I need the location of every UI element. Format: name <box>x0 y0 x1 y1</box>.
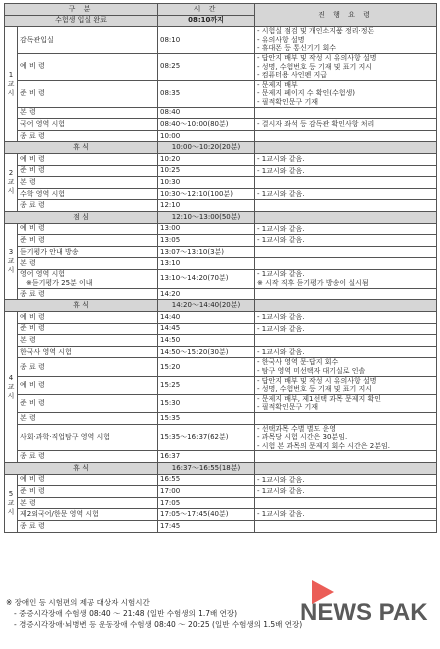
step-procedure <box>255 258 437 270</box>
procedure-note: - 성명, 수험번호 등 기재 및 표기 지시 <box>257 385 372 394</box>
schedule-row <box>5 165 437 177</box>
procedure-note: - 필적확인문구 기재 <box>257 403 319 412</box>
step-time: 17:45 <box>158 520 255 532</box>
schedule-row <box>5 335 437 347</box>
step-time: 14:20 <box>158 288 255 300</box>
procedure-note: - 1교시와 같음. <box>257 236 305 245</box>
step-name-text: 종 료 령 <box>20 289 45 298</box>
step-name-text: 준 비 령 <box>20 324 45 333</box>
procedure-note: - 시험 본 과목의 문제지 회수 시간은 2분임. <box>257 441 390 450</box>
footnote-item: - 중증시각장애 수험생 08:40 ～ 21:48 (일반 수험생의 1.7배 연장) <box>14 609 238 618</box>
step-name <box>18 394 158 412</box>
break-label: 휴 식 <box>5 463 158 475</box>
step-name-text: 예 비 령 <box>20 380 45 389</box>
break-row <box>5 300 437 312</box>
schedule-row <box>5 177 437 189</box>
schedule-row <box>5 200 437 212</box>
step-name-text: 예 비 령 <box>20 224 45 233</box>
step-name <box>18 413 158 425</box>
procedure-note: - 과목당 시험 시간은 30분임. <box>257 433 348 442</box>
step-name <box>18 323 158 335</box>
step-procedure <box>255 413 437 425</box>
schedule-row <box>5 53 437 80</box>
schedule-row <box>5 323 437 335</box>
step-procedure <box>255 130 437 142</box>
step-name-text: 한국사 영역 시험 <box>20 347 72 356</box>
step-name <box>18 486 158 498</box>
step-procedure <box>255 497 437 509</box>
step-time: 17:00 <box>158 486 255 498</box>
break-notes <box>255 211 437 223</box>
schedule-row <box>5 107 437 119</box>
procedure-note: - 탐구 영역 미선택자 대기실로 인솔 <box>257 367 366 376</box>
step-time: 10:00 <box>158 130 255 142</box>
procedure-note: - 1교시와 같음. <box>257 270 305 279</box>
step-time: 12:10 <box>158 200 255 212</box>
step-name <box>18 107 158 119</box>
step-time: 13:00 <box>158 223 255 235</box>
step-time: 08:40 <box>158 107 255 119</box>
step-name-text: 준 비 령 <box>20 89 45 98</box>
procedure-note: - 1교시와 같음. <box>257 475 305 484</box>
step-name <box>18 424 158 451</box>
step-name-text: 본 령 <box>20 259 36 268</box>
step-name-text: 준 비 령 <box>20 486 45 495</box>
step-name-text: 본 령 <box>20 413 36 422</box>
step-time: 08:10 <box>158 27 255 54</box>
step-time: 13:10 <box>158 258 255 270</box>
schedule-row <box>5 424 437 451</box>
step-name <box>18 509 158 521</box>
step-name <box>18 346 158 358</box>
step-name-text: 준 비 령 <box>20 398 45 407</box>
step-name <box>18 474 158 486</box>
step-name <box>18 165 158 177</box>
schedule-row <box>5 246 437 258</box>
step-procedure <box>255 335 437 347</box>
procedure-note: - 시험실 점검 및 개인소지품 정리·정돈 <box>257 27 375 36</box>
step-name <box>18 27 158 54</box>
schedule-row <box>5 269 437 288</box>
step-time: 16:55 <box>158 474 255 486</box>
schedule-row <box>5 130 437 142</box>
schedule-row <box>5 27 437 54</box>
step-procedure <box>255 165 437 177</box>
step-name-text: 준 비 령 <box>20 235 45 244</box>
schedule-row <box>5 474 437 486</box>
schedule-row <box>5 376 437 394</box>
step-time: 14:40 <box>158 312 255 324</box>
schedule-row <box>5 413 437 425</box>
step-name <box>18 235 158 247</box>
footnote-title: ※ 장애인 등 시험편의 제공 대상자 시험시간 <box>6 598 150 607</box>
schedule-row <box>5 288 437 300</box>
step-procedure <box>255 223 437 235</box>
step-time: 10:30 <box>158 177 255 189</box>
procedure-note: - 1교시와 같음. <box>257 189 305 198</box>
step-procedure <box>255 107 437 119</box>
step-procedure <box>255 27 437 54</box>
step-name <box>18 53 158 80</box>
step-time: 13:10～14:20(70분) <box>158 269 255 288</box>
step-time: 14:45 <box>158 323 255 335</box>
step-procedure <box>255 246 437 258</box>
step-time: 13:07～13:10(3분) <box>158 246 255 258</box>
period-label: 4 교 시 <box>5 312 18 463</box>
break-time: 10:00～10:20(20분) <box>158 142 255 154</box>
step-name <box>18 223 158 235</box>
procedure-note: - 1교시와 같음. <box>257 154 305 163</box>
break-time: 12:10～13:00(50분) <box>158 211 255 223</box>
break-row <box>5 211 437 223</box>
step-name-text: 영어 영역 시험 <box>20 269 66 278</box>
procedure-note: - 1교시와 같음. <box>257 347 305 356</box>
break-row <box>5 142 437 154</box>
step-procedure <box>255 424 437 451</box>
break-notes <box>255 300 437 312</box>
step-procedure <box>255 153 437 165</box>
schedule-row <box>5 358 437 376</box>
step-procedure <box>255 177 437 189</box>
schedule-row <box>5 520 437 532</box>
step-time: 15:25 <box>158 376 255 394</box>
step-name <box>18 269 158 288</box>
step-name-text: 예 비 령 <box>20 475 45 484</box>
step-time: 13:05 <box>158 235 255 247</box>
step-time: 15:35 <box>158 413 255 425</box>
schedule-row <box>5 119 437 131</box>
entry-time: 08:10까지 <box>158 15 255 27</box>
step-time: 14:50～15:20(30분) <box>158 346 255 358</box>
step-time: 14:50 <box>158 335 255 347</box>
procedure-note: - 한국사 영역 문·답지 회수 <box>257 358 339 367</box>
step-name-text: 본 령 <box>20 498 36 507</box>
step-name <box>18 312 158 324</box>
step-name-text: 종 료 령 <box>20 201 45 210</box>
break-time: 16:37～16:55(18분) <box>158 463 255 475</box>
schedule-row <box>5 312 437 324</box>
break-notes <box>255 463 437 475</box>
break-label: 점 심 <box>5 211 158 223</box>
footnote-item: - 경증시각장애·뇌병변 등 운동장애 수험생 08:40 ～ 20:25 (일반 수험생의 1.5배 연장) <box>14 620 303 629</box>
period-label: 5 교 시 <box>5 474 18 532</box>
step-procedure <box>255 188 437 200</box>
schedule-row <box>5 153 437 165</box>
step-name <box>18 80 158 107</box>
schedule-row <box>5 188 437 200</box>
step-procedure <box>255 312 437 324</box>
step-procedure <box>255 119 437 131</box>
procedure-note: ※ 시작 직후 듣기평가 방송이 실시됨 <box>257 278 369 287</box>
step-time: 17:05 <box>158 497 255 509</box>
schedule-row <box>5 486 437 498</box>
step-name <box>18 335 158 347</box>
period-label: 1 교 시 <box>5 27 18 142</box>
step-name <box>18 177 158 189</box>
step-name <box>18 119 158 131</box>
step-procedure <box>255 474 437 486</box>
step-procedure <box>255 200 437 212</box>
step-name-text: 제2외국어/한문 영역 시험 <box>20 510 99 519</box>
period-label: 3 교 시 <box>5 223 18 300</box>
header-procedure: 진 행 요 령 <box>255 4 437 27</box>
step-time: 10:30～12:10(100분) <box>158 188 255 200</box>
step-name-text: 사회·과학·직업탐구 영역 시험 <box>20 433 111 441</box>
step-name-text: 수학 영역 시험 <box>20 189 66 198</box>
step-procedure <box>255 53 437 80</box>
step-name-text: 예 비 령 <box>20 154 45 163</box>
break-notes <box>255 142 437 154</box>
procedure-note: - 1교시와 같음. <box>257 313 305 322</box>
step-name <box>18 188 158 200</box>
exam-schedule-table <box>4 3 437 533</box>
step-name <box>18 153 158 165</box>
procedure-note: - 필적확인문구 기재 <box>257 97 319 106</box>
step-time: 08:35 <box>158 80 255 107</box>
procedure-note: - 1교시와 같음. <box>257 224 305 233</box>
step-name-text: 본 령 <box>20 108 36 117</box>
procedure-note: - 1교시와 같음. <box>257 510 305 519</box>
procedure-note: - 1교시와 같음. <box>257 324 305 333</box>
step-name-text: 준 비 령 <box>20 166 45 175</box>
step-procedure <box>255 346 437 358</box>
step-time: 08:25 <box>158 53 255 80</box>
step-procedure <box>255 269 437 288</box>
break-row <box>5 463 437 475</box>
schedule-row <box>5 346 437 358</box>
schedule-row <box>5 223 437 235</box>
step-name-text: 국어 영역 시험 <box>20 119 66 128</box>
step-name-text: 감독관입실 <box>20 35 54 44</box>
step-name <box>18 358 158 376</box>
step-name-text: 종 료 령 <box>20 521 45 530</box>
logo-text: NEWS PAK <box>300 599 428 626</box>
step-time: 15:20 <box>158 358 255 376</box>
procedure-note: - 답안지 배부 및 작성 시 유의사항 설명 <box>257 376 377 385</box>
step-name-text: 예 비 령 <box>20 62 45 71</box>
schedule-row <box>5 394 437 412</box>
procedure-note: - 답안지 배부 및 작성 시 유의사항 설명 <box>257 53 377 62</box>
header-time: 시 간 <box>158 4 255 16</box>
procedure-note: - 문제지 배부 <box>257 80 298 89</box>
schedule-row <box>5 451 437 463</box>
procedure-note: - 결시자 좌석 등 감독관 확인사항 처리 <box>257 120 375 129</box>
step-procedure <box>255 509 437 521</box>
step-procedure <box>255 323 437 335</box>
header-division: 구 분 <box>5 4 158 16</box>
break-label: 휴 식 <box>5 300 158 312</box>
step-time: 10:20 <box>158 153 255 165</box>
step-time: 16:37 <box>158 451 255 463</box>
schedule-row <box>5 497 437 509</box>
period-label: 2 교 시 <box>5 153 18 211</box>
step-procedure <box>255 235 437 247</box>
step-name <box>18 246 158 258</box>
step-time: 15:30 <box>158 394 255 412</box>
step-procedure <box>255 486 437 498</box>
step-procedure <box>255 520 437 532</box>
step-name-text: 본 령 <box>20 336 36 345</box>
procedure-note: - 1교시와 같음. <box>257 166 305 175</box>
schedule-row <box>5 509 437 521</box>
step-time: 17:05～17:45(40분) <box>158 509 255 521</box>
step-name-text: 종 료 령 <box>20 131 45 140</box>
break-time: 14:20～14:40(20분) <box>158 300 255 312</box>
step-procedure <box>255 394 437 412</box>
schedule-row <box>5 258 437 270</box>
procedure-note: - 성명, 수험번호 등 기재 및 표기 지시 <box>257 62 372 71</box>
step-procedure <box>255 358 437 376</box>
schedule-body <box>5 27 437 532</box>
step-procedure <box>255 451 437 463</box>
step-name <box>18 497 158 509</box>
news-pak-watermark-logo <box>294 578 436 628</box>
step-name-text: 종 료 령 <box>20 452 45 461</box>
step-name <box>18 130 158 142</box>
procedure-note: - 문제지 배부, 제1선택 과목 문제지 확인 <box>257 394 381 403</box>
break-label: 휴 식 <box>5 142 158 154</box>
step-subnote: ※듣기평가 25분 이내 <box>26 278 93 287</box>
procedure-note: - 유의사항 설명 <box>257 35 305 44</box>
step-name-text: 듣기평가 안내 방송 <box>20 247 79 256</box>
step-name <box>18 258 158 270</box>
step-name <box>18 200 158 212</box>
step-procedure <box>255 376 437 394</box>
step-name-text: 예 비 령 <box>20 312 45 321</box>
procedure-note: - 문제지 페이지 수 확인(수험생) <box>257 89 356 98</box>
step-name <box>18 520 158 532</box>
step-name <box>18 451 158 463</box>
step-time: 10:25 <box>158 165 255 177</box>
step-name <box>18 288 158 300</box>
step-time: 08:40～10:00(80분) <box>158 119 255 131</box>
step-procedure <box>255 80 437 107</box>
step-name-text: 종 료 령 <box>20 362 45 371</box>
step-procedure <box>255 288 437 300</box>
step-time: 15:35～16:37(62분) <box>158 424 255 451</box>
procedure-note: - 휴대폰 등 통신기기 회수 <box>257 44 337 53</box>
step-name-text: 본 령 <box>20 177 36 186</box>
procedure-note: - 컴퓨터용 사인펜 지급 <box>257 71 328 80</box>
schedule-row <box>5 80 437 107</box>
procedure-note: - 선택과목 수별 별도 운영 <box>257 424 337 433</box>
procedure-note: - 1교시와 같음. <box>257 487 305 496</box>
schedule-row <box>5 235 437 247</box>
entry-label: 수험생 입실 완료 <box>5 15 158 27</box>
step-name <box>18 376 158 394</box>
